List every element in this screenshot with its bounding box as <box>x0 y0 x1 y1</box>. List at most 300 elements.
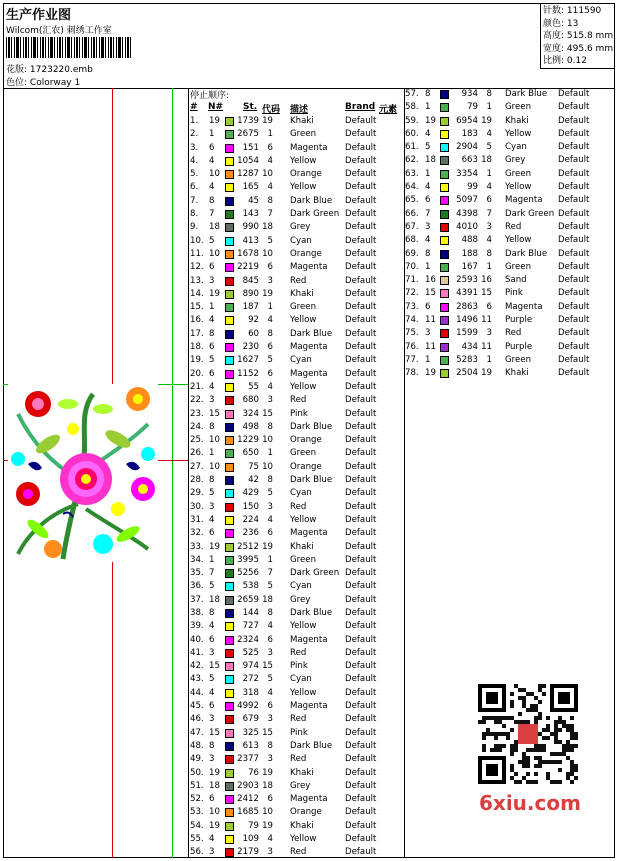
cell-needle: 3 <box>209 395 215 406</box>
cell-needle: 18 <box>425 155 436 166</box>
cell-st: 3995 <box>237 554 259 565</box>
cell-num: 67. <box>405 221 419 232</box>
table-row <box>405 141 615 154</box>
cell-needle: 1 <box>209 129 215 140</box>
cell-brand: Default <box>345 368 377 379</box>
cell-st: 2593 <box>456 275 478 286</box>
cell-desc: Orange <box>290 169 322 180</box>
stop-sequence-label: 停止顺序: <box>190 91 230 101</box>
cell-num: 12. <box>190 262 204 273</box>
cell-st: 1678 <box>237 248 259 259</box>
cell-code: 15 <box>262 727 273 738</box>
cell-st: 2412 <box>237 794 259 805</box>
table-row <box>190 408 402 421</box>
cell-st: 4391 <box>456 288 478 299</box>
cell-st: 1599 <box>456 328 478 339</box>
cell-desc: Magenta <box>290 142 328 153</box>
left-pane-divider <box>188 88 189 858</box>
table-row <box>190 142 402 155</box>
cell-brand: Default <box>558 155 590 166</box>
cell-desc: Magenta <box>505 195 543 206</box>
table-row <box>190 394 402 407</box>
cell-st: 92 <box>248 315 259 326</box>
cell-code: 1 <box>486 354 492 365</box>
stat-scale: 比例: 0.12 <box>543 56 587 66</box>
cell-st: 2219 <box>237 262 259 273</box>
cell-needle: 4 <box>209 514 215 525</box>
cell-desc: Green <box>505 168 532 179</box>
cell-num: 36. <box>190 581 204 592</box>
cell-brand: Default <box>558 315 590 326</box>
table-row <box>190 195 402 208</box>
cell-brand: Default <box>345 342 377 353</box>
cell-brand: Default <box>345 528 377 539</box>
color-swatch <box>440 183 449 192</box>
cell-num: 68. <box>405 235 419 246</box>
cell-code: 3 <box>267 714 273 725</box>
cell-brand: Default <box>345 754 377 765</box>
table-row <box>190 288 402 301</box>
cell-desc: Pink <box>290 661 308 672</box>
cell-num: 41. <box>190 647 204 658</box>
cell-needle: 7 <box>209 209 215 220</box>
cell-brand: Default <box>558 341 590 352</box>
cell-num: 62. <box>405 155 419 166</box>
cell-brand: Default <box>558 301 590 312</box>
cell-st: 318 <box>242 687 259 698</box>
cell-code: 18 <box>481 155 492 166</box>
cell-desc: Magenta <box>290 794 328 805</box>
cell-needle: 6 <box>209 634 215 645</box>
cell-st: 434 <box>461 341 478 352</box>
cell-needle: 6 <box>425 301 431 312</box>
cell-code: 4 <box>267 834 273 845</box>
cell-brand: Default <box>345 501 377 512</box>
table-row <box>190 461 402 474</box>
cell-desc: Sand <box>505 275 527 286</box>
cell-needle: 10 <box>209 461 220 472</box>
cell-code: 3 <box>267 275 273 286</box>
col-header-element: 元素 <box>379 105 398 115</box>
cell-desc: Magenta <box>290 342 328 353</box>
cell-num: 74. <box>405 315 419 326</box>
cell-desc: Yellow <box>290 834 317 845</box>
cell-needle: 8 <box>209 607 215 618</box>
cell-brand: Default <box>558 221 590 232</box>
cell-needle: 4 <box>425 235 431 246</box>
cell-code: 8 <box>267 328 273 339</box>
cell-brand: Default <box>558 195 590 206</box>
table-row <box>190 248 402 261</box>
table-row <box>190 647 402 660</box>
cell-num: 10. <box>190 235 204 246</box>
table-row <box>405 168 615 181</box>
cell-desc: Purple <box>505 315 533 326</box>
cell-st: 3354 <box>456 168 478 179</box>
color-table-left <box>190 115 402 860</box>
table-row <box>405 115 615 128</box>
cell-desc: Grey <box>290 222 311 233</box>
color-swatch <box>440 196 449 205</box>
cell-num: 52. <box>190 794 204 805</box>
col-header-desc: 描述 <box>290 105 309 115</box>
cell-needle: 18 <box>209 594 220 605</box>
cell-num: 24. <box>190 421 204 432</box>
cell-num: 14. <box>190 288 204 299</box>
cell-code: 8 <box>486 248 492 259</box>
table-row <box>405 88 615 101</box>
cell-num: 71. <box>405 275 419 286</box>
color-swatch <box>440 103 449 112</box>
table-row <box>190 700 402 713</box>
cell-brand: Default <box>345 262 377 273</box>
cell-code: 3 <box>486 221 492 232</box>
cell-needle: 19 <box>209 288 220 299</box>
cell-st: 224 <box>242 514 259 525</box>
cell-st: 488 <box>461 235 478 246</box>
cell-num: 37. <box>190 594 204 605</box>
cell-desc: Grey <box>505 155 526 166</box>
cell-num: 55. <box>190 834 204 845</box>
table-row <box>405 367 615 380</box>
table-row <box>190 434 402 447</box>
color-swatch <box>440 369 449 378</box>
cell-needle: 16 <box>425 275 436 286</box>
cell-desc: Khaki <box>505 368 529 379</box>
table-row <box>190 713 402 726</box>
cell-num: 29. <box>190 488 204 499</box>
cell-brand: Default <box>345 248 377 259</box>
cell-num: 66. <box>405 208 419 219</box>
cell-code: 5 <box>267 235 273 246</box>
cell-st: 2324 <box>237 634 259 645</box>
color-swatch <box>440 143 449 152</box>
cell-st: 187 <box>242 302 259 313</box>
cell-st: 1229 <box>237 435 259 446</box>
cell-num: 3. <box>190 142 199 153</box>
table-row <box>405 128 615 141</box>
cell-needle: 19 <box>425 115 436 126</box>
cell-needle: 8 <box>425 248 431 259</box>
cell-code: 18 <box>262 594 273 605</box>
stat-width: 宽度: 495.6 mm <box>543 43 614 54</box>
cell-code: 16 <box>481 275 492 286</box>
cell-brand: Default <box>345 554 377 565</box>
cell-needle: 6 <box>209 528 215 539</box>
cell-num: 26. <box>190 448 204 459</box>
cell-code: 11 <box>481 315 492 326</box>
cell-st: 2904 <box>456 142 478 153</box>
cell-needle: 4 <box>209 621 215 632</box>
cell-code: 6 <box>267 342 273 353</box>
cell-num: 34. <box>190 554 204 565</box>
cell-desc: Yellow <box>505 182 532 193</box>
cell-code: 8 <box>267 421 273 432</box>
green-guide-vertical <box>172 88 173 858</box>
table-row <box>190 341 402 354</box>
cell-code: 3 <box>267 395 273 406</box>
table-row <box>190 820 402 833</box>
cell-num: 9. <box>190 222 199 233</box>
design-preview <box>3 88 188 858</box>
table-row <box>190 155 402 168</box>
qr-code <box>472 682 585 787</box>
cell-needle: 6 <box>209 142 215 153</box>
cell-needle: 4 <box>209 834 215 845</box>
table-row <box>190 740 402 753</box>
cell-needle: 4 <box>425 128 431 139</box>
table-row <box>190 527 402 540</box>
cell-num: 35. <box>190 568 204 579</box>
cell-num: 48. <box>190 740 204 751</box>
cell-brand: Default <box>345 169 377 180</box>
cell-desc: Dark Blue <box>290 421 333 432</box>
cell-code: 1 <box>267 302 273 313</box>
cell-desc: Dark Blue <box>290 740 333 751</box>
cell-num: 42. <box>190 661 204 672</box>
cell-st: 429 <box>242 488 259 499</box>
color-swatch <box>440 117 449 126</box>
cell-brand: Default <box>558 142 590 153</box>
cell-desc: Khaki <box>290 820 314 831</box>
cell-desc: Red <box>505 221 522 232</box>
cell-needle: 10 <box>209 169 220 180</box>
cell-needle: 1 <box>209 554 215 565</box>
cell-st: 183 <box>461 128 478 139</box>
cell-brand: Default <box>558 89 590 99</box>
cell-desc: Khaki <box>505 115 529 126</box>
cell-desc: Grey <box>290 780 311 791</box>
cell-num: 20. <box>190 368 204 379</box>
cell-st: 151 <box>242 142 259 153</box>
cell-desc: Yellow <box>290 315 317 326</box>
cell-needle: 1 <box>425 261 431 272</box>
table-row <box>190 501 402 514</box>
cell-num: 17. <box>190 328 204 339</box>
cell-code: 18 <box>262 780 273 791</box>
table-row <box>405 208 615 221</box>
cell-needle: 3 <box>209 275 215 286</box>
cell-needle: 5 <box>425 142 431 153</box>
stat-stitches: 针数: 111590 <box>543 6 602 16</box>
cell-st: 5256 <box>237 568 259 579</box>
cell-brand: Default <box>345 142 377 153</box>
table-row <box>190 314 402 327</box>
cell-st: 1685 <box>237 807 259 818</box>
cell-needle: 8 <box>209 740 215 751</box>
cell-st: 4010 <box>456 221 478 232</box>
cell-num: 59. <box>405 115 419 126</box>
cell-st: 2659 <box>237 594 259 605</box>
cell-num: 4. <box>190 155 199 166</box>
cell-st: 613 <box>242 740 259 751</box>
cell-code: 15 <box>481 288 492 299</box>
barcode <box>6 37 132 58</box>
table-row <box>405 181 615 194</box>
cell-code: 6 <box>267 368 273 379</box>
cell-code: 4 <box>267 182 273 193</box>
cell-code: 3 <box>486 328 492 339</box>
cell-st: 1152 <box>237 368 259 379</box>
cell-num: 21. <box>190 381 204 392</box>
cell-brand: Default <box>558 248 590 259</box>
cell-num: 78. <box>405 368 419 379</box>
cell-desc: Magenta <box>290 368 328 379</box>
cell-desc: Dark Blue <box>290 475 333 486</box>
cell-needle: 5 <box>209 674 215 685</box>
table-row <box>190 447 402 460</box>
cell-desc: Red <box>290 754 307 765</box>
cell-brand: Default <box>345 302 377 313</box>
table-row <box>190 607 402 620</box>
cell-desc: Magenta <box>290 701 328 712</box>
cell-desc: Yellow <box>290 621 317 632</box>
cell-code: 10 <box>262 435 273 446</box>
cell-num: 15. <box>190 302 204 313</box>
col-header-stitches: St. <box>243 102 258 112</box>
table-row <box>405 314 615 327</box>
table-row <box>190 833 402 846</box>
cell-num: 1. <box>190 116 199 126</box>
cell-num: 32. <box>190 528 204 539</box>
cell-desc: Red <box>290 714 307 725</box>
cell-needle: 15 <box>209 727 220 738</box>
cell-desc: Green <box>290 554 317 565</box>
table-row <box>190 793 402 806</box>
cell-st: 55 <box>248 381 259 392</box>
cell-desc: Red <box>290 501 307 512</box>
cell-brand: Default <box>345 421 377 432</box>
cell-num: 53. <box>190 807 204 818</box>
cell-desc: Yellow <box>290 381 317 392</box>
table-row <box>190 168 402 181</box>
cell-brand: Default <box>345 222 377 233</box>
cell-brand: Default <box>345 129 377 140</box>
table-row <box>190 554 402 567</box>
table-row <box>190 235 402 248</box>
cell-num: 7. <box>190 195 199 206</box>
cell-num: 43. <box>190 674 204 685</box>
table-row <box>405 287 615 300</box>
cell-st: 650 <box>242 448 259 459</box>
cell-desc: Green <box>290 448 317 459</box>
cell-num: 11. <box>190 248 204 259</box>
cell-code: 10 <box>262 248 273 259</box>
cell-brand: Default <box>345 435 377 446</box>
cell-needle: 10 <box>209 248 220 259</box>
table-row <box>190 221 402 234</box>
design-file-info <box>6 62 93 75</box>
table-row <box>190 673 402 686</box>
cell-needle: 11 <box>425 315 436 326</box>
cell-code: 4 <box>486 182 492 193</box>
cell-desc: Red <box>290 647 307 658</box>
cell-desc: Orange <box>290 807 322 818</box>
cell-desc: Dark Blue <box>505 248 548 259</box>
cell-code: 5 <box>267 674 273 685</box>
cell-needle: 3 <box>425 328 431 339</box>
table-row <box>190 727 402 740</box>
cell-desc: Cyan <box>505 142 527 153</box>
cell-needle: 3 <box>209 714 215 725</box>
cell-code: 19 <box>262 541 273 552</box>
cell-needle: 6 <box>209 342 215 353</box>
cell-num: 69. <box>405 248 419 259</box>
table-row <box>190 753 402 766</box>
cell-code: 19 <box>262 767 273 778</box>
cell-st: 75 <box>248 461 259 472</box>
cell-code: 3 <box>267 647 273 658</box>
cell-code: 4 <box>267 315 273 326</box>
table-row <box>405 194 615 207</box>
cell-code: 6 <box>267 701 273 712</box>
table-row <box>190 128 402 141</box>
cell-st: 1054 <box>237 155 259 166</box>
cell-needle: 1 <box>425 354 431 365</box>
cell-desc: Orange <box>290 461 322 472</box>
cell-num: 27. <box>190 461 204 472</box>
table-row <box>190 687 402 700</box>
cell-code: 11 <box>481 341 492 352</box>
table-row <box>190 328 402 341</box>
cell-brand: Default <box>558 182 590 193</box>
cell-st: 974 <box>242 661 259 672</box>
table-row <box>190 846 402 859</box>
cell-st: 679 <box>242 714 259 725</box>
cell-num: 47. <box>190 727 204 738</box>
cell-needle: 3 <box>425 221 431 232</box>
cell-num: 40. <box>190 634 204 645</box>
cell-st: 143 <box>242 209 259 220</box>
cell-code: 10 <box>262 807 273 818</box>
cell-desc: Cyan <box>290 674 312 685</box>
cell-code: 5 <box>267 488 273 499</box>
cell-desc: Dark Green <box>290 568 340 579</box>
cell-st: 5283 <box>456 354 478 365</box>
cell-needle: 8 <box>209 328 215 339</box>
cell-st: 1739 <box>237 116 259 126</box>
cell-code: 6 <box>267 794 273 805</box>
cell-brand: Default <box>345 395 377 406</box>
cell-desc: Khaki <box>290 541 314 552</box>
cell-num: 25. <box>190 435 204 446</box>
cell-needle: 5 <box>209 355 215 366</box>
table-row <box>190 354 402 367</box>
cell-num: 44. <box>190 687 204 698</box>
cell-st: 272 <box>242 674 259 685</box>
cell-needle: 7 <box>209 568 215 579</box>
cell-desc: Green <box>290 129 317 140</box>
cell-desc: Green <box>505 102 532 113</box>
cell-num: 61. <box>405 142 419 153</box>
cell-num: 6. <box>190 182 199 193</box>
cell-brand: Default <box>345 275 377 286</box>
color-swatch <box>440 156 449 165</box>
cell-brand: Default <box>345 116 377 126</box>
cell-num: 56. <box>190 847 204 858</box>
cell-desc: Dark Green <box>290 209 340 220</box>
cell-needle: 18 <box>209 780 220 791</box>
color-swatch <box>440 210 449 219</box>
cell-brand: Default <box>345 647 377 658</box>
cell-code: 6 <box>486 195 492 206</box>
table-row <box>190 115 402 128</box>
cell-desc: Yellow <box>505 128 532 139</box>
cell-needle: 8 <box>209 475 215 486</box>
cell-brand: Default <box>345 834 377 845</box>
cell-brand: Default <box>345 182 377 193</box>
cell-st: 413 <box>242 235 259 246</box>
